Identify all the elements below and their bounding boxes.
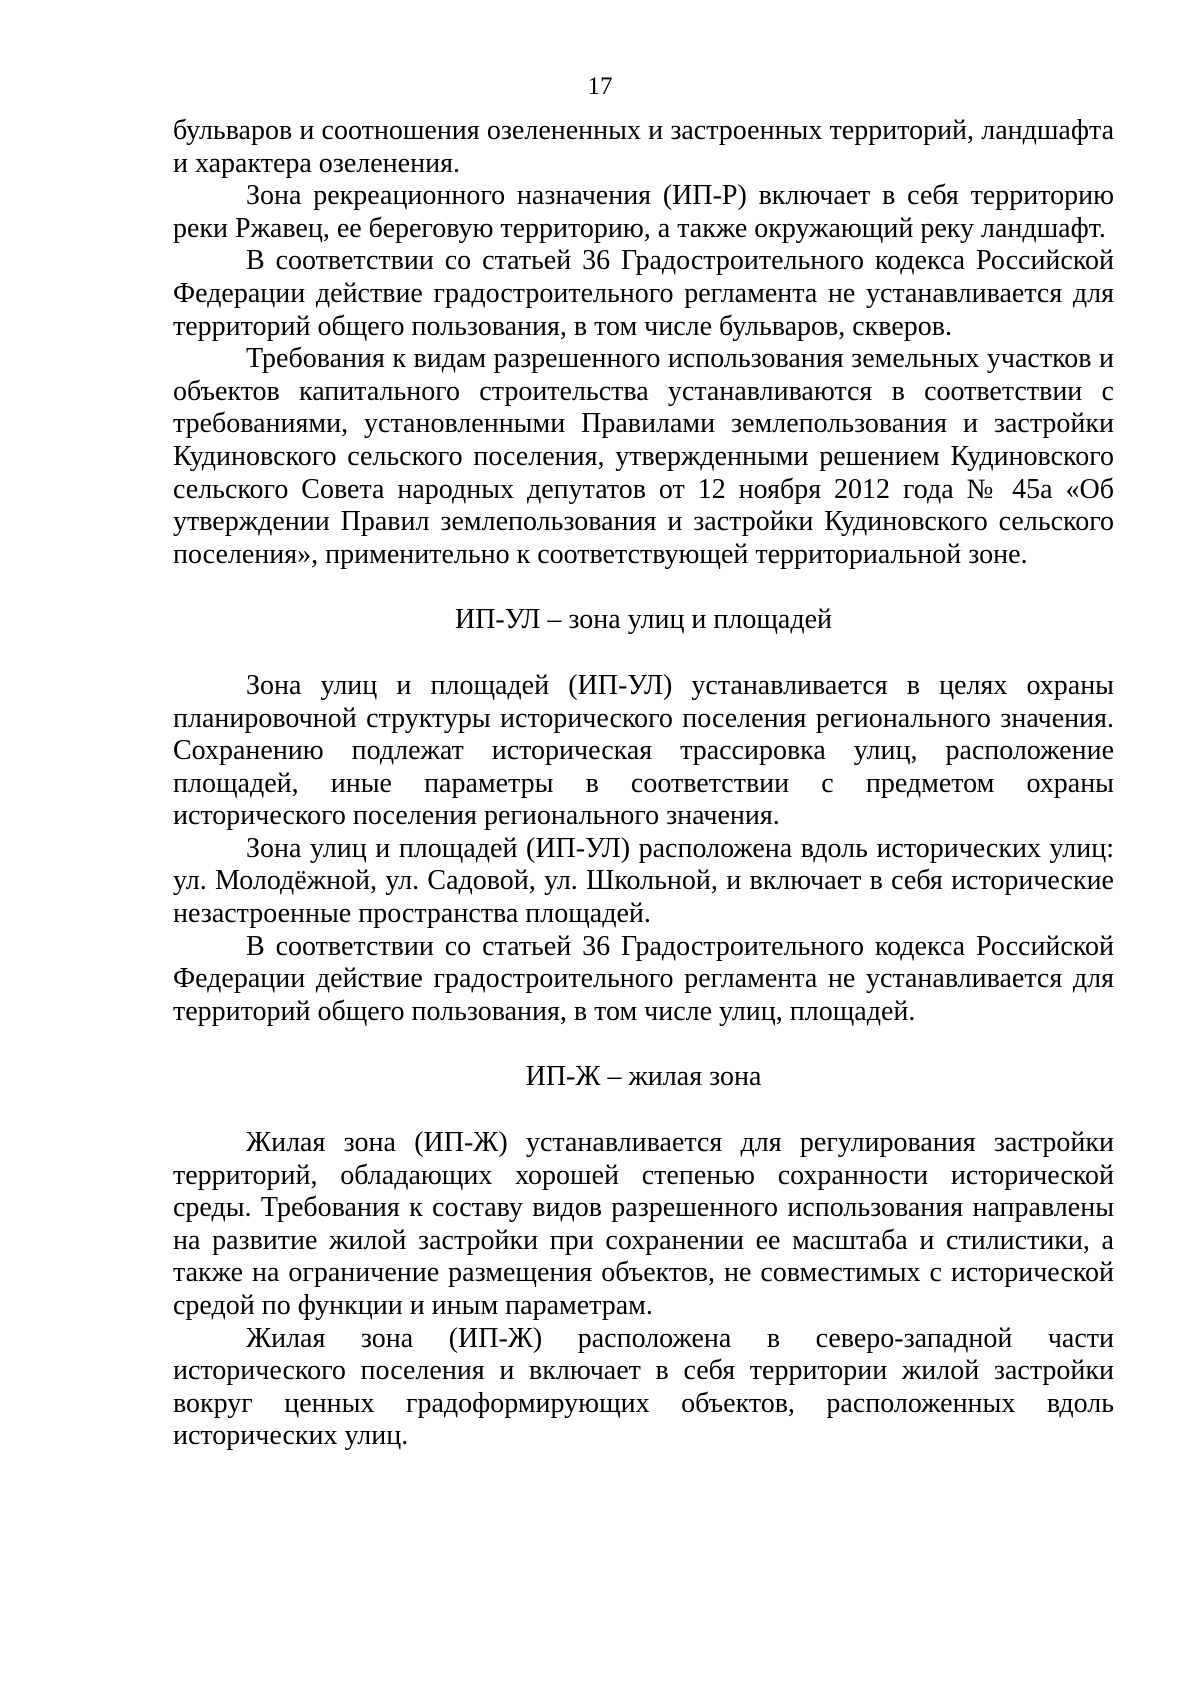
paragraph-recreation-zone: Зона рекреационного назначения (ИП-Р) включает в себя территорию реки Ржавец, ее береговую территорию, а также окружающий реку ландшафт.	[173, 180, 1114, 244]
paragraph-streets-zone-purpose: Зона улиц и площадей (ИП-УЛ) устанавливается в целях охраны планировочной структуры исторического поселения регионального значения. Сохранению подлежат историческая трассировка улиц, расположение площадей, иные параметры в соответствии с предметом охраны исторического поселения регионального значения.	[173, 669, 1114, 832]
paragraph-residential-zone-purpose: Жилая зона (ИП-Ж) устанавливается для регулирования застройки территорий, обладающих хорошей степенью сохранности исторической среды. Требования к составу видов разрешенного использования направлены на развитие жилой застройки при сохранении ее масштаба и стилистики, а также на ограничение размещения объектов, не совместимых с исторической средой по функции и иным параметрам.	[173, 1127, 1114, 1321]
page-number: 17	[587, 73, 613, 100]
section-heading-residential-zone: ИП-Ж – жилая зона	[525, 1061, 762, 1093]
paragraph-code-article-36-streets: В соответствии со статьей 36 Градостроительного кодекса Российской Федерации действие градостроительного регламента не устанавливается для территорий общего пользования, в том числе улиц, площадей.	[173, 930, 1114, 1027]
paragraph-continuation: бульваров и соотношения озелененных и застроенных территорий, ландшафта и характера озеленения.	[173, 115, 1114, 179]
paragraph-residential-zone-location: Жилая зона (ИП-Ж) расположена в северо-западной части исторического поселения и включает в себя территории жилой застройки вокруг ценных градоформирующих объектов, расположенных вдоль исторических улиц.	[173, 1322, 1114, 1452]
document-body	[173, 115, 1114, 1453]
paragraph-land-use-requirements: Требования к видам разрешенного использования земельных участков и объектов капитального строительства устанавливаются в соответствии с требованиями, установленными Правилами землепользования и застройки Кудиновского сельского поселения, утвержденными решением Кудиновского сельского Совета народных депутатов от 12 ноября 2012 года № 45а «Об утверждении Правил землепользования и застройки Кудиновского сельского поселения», применительно к соответствующей территориальной зоне.	[173, 343, 1114, 570]
paragraph-code-article-36-boulevards: В соответствии со статьей 36 Градостроительного кодекса Российской Федерации действие градостроительного регламента не устанавливается для территорий общего пользования, в том числе бульваров, скверов.	[173, 245, 1114, 342]
section-heading-streets-squares: ИП-УЛ – зона улиц и площадей	[454, 604, 833, 636]
paragraph-streets-zone-location: Зона улиц и площадей (ИП-УЛ) расположена вдоль исторических улиц: ул. Молодёжной, ул. Садовой, ул. Школьной, и включает в себя исторические незастроенные пространства площадей.	[173, 832, 1114, 930]
